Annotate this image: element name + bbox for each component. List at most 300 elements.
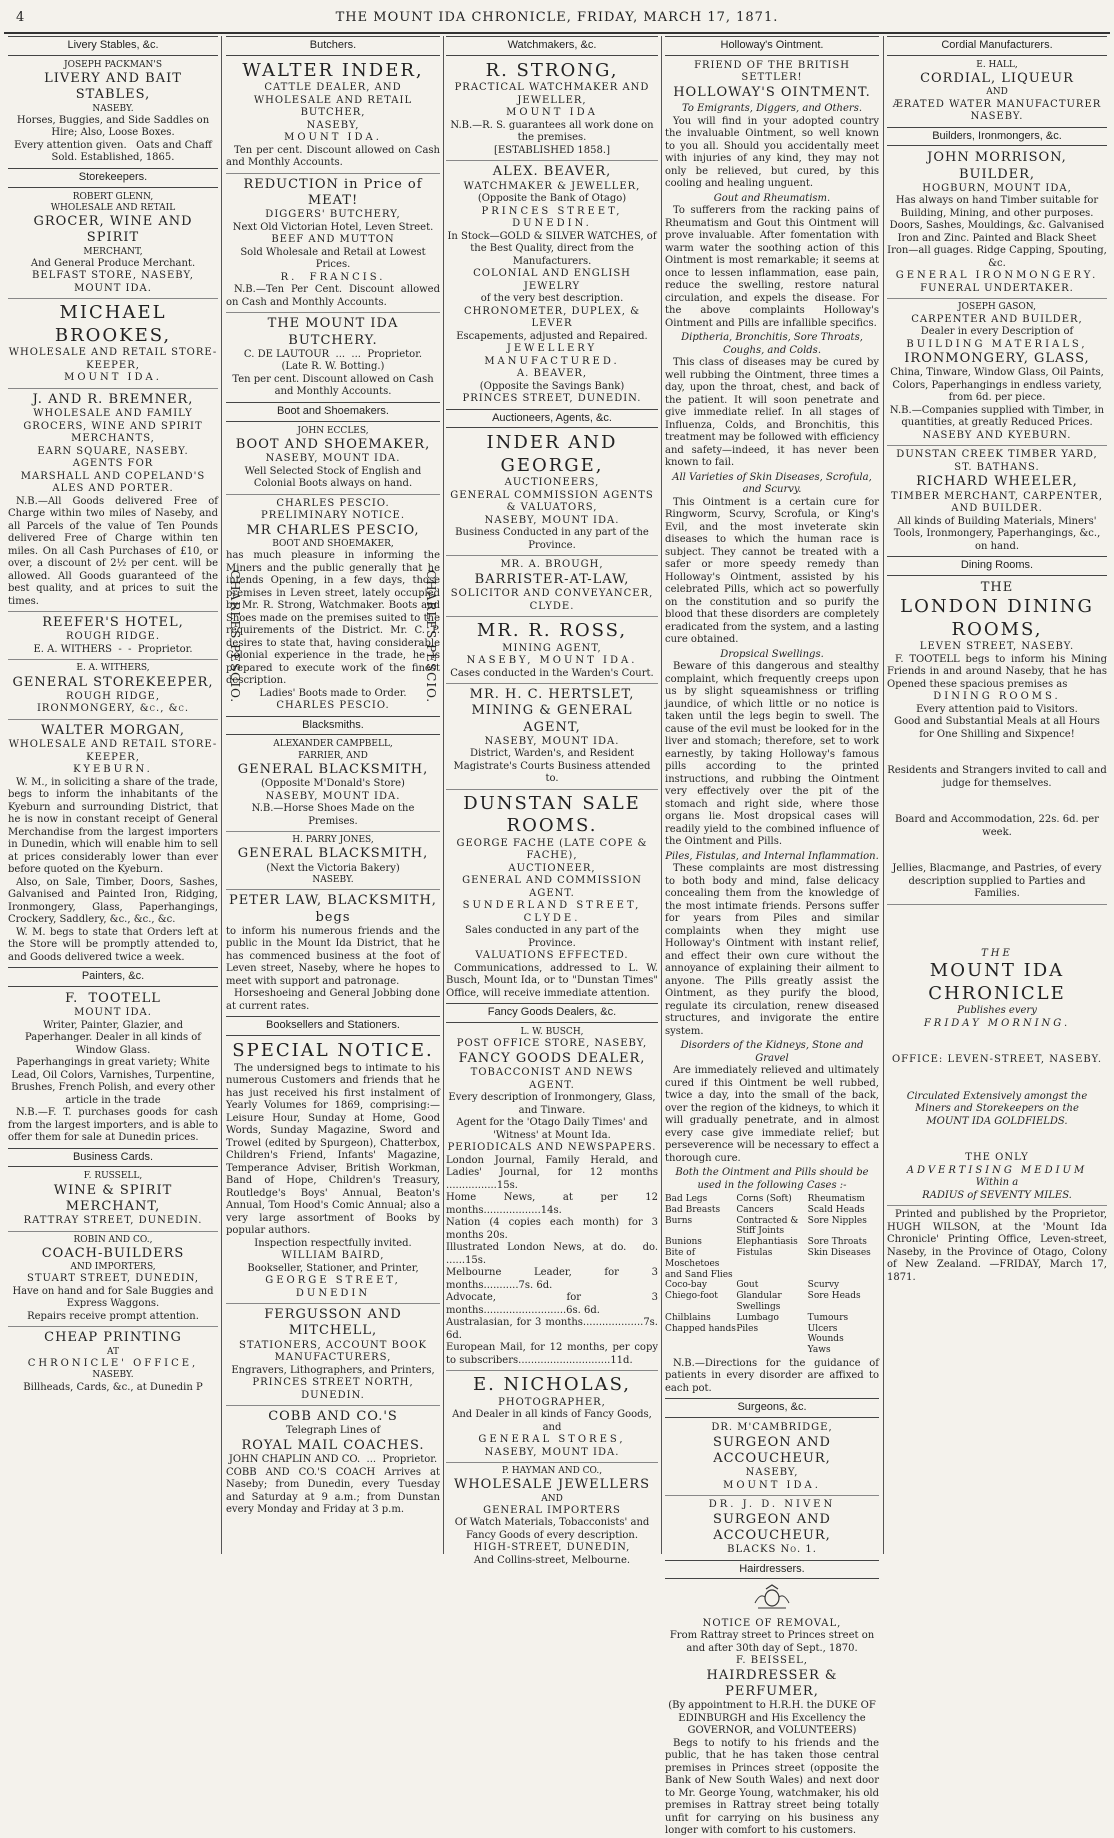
ad-line: Bookseller, Stationer, and Printer, [247, 1262, 419, 1274]
ad-line: Every description of Ironmongery, Glass, and Tinware. [448, 1092, 659, 1116]
ad-line: PERIODICALS AND NEWSPAPERS. [447, 1142, 657, 1153]
advertisement [446, 1027, 662, 1367]
ad-title: MR. R. ROSS, [476, 620, 628, 641]
ad-title: MICHAEL BROOKES, [54, 302, 175, 346]
ad-line: CHARLES PESCIO. [276, 700, 390, 711]
ad-line: In Stock—GOLD & SILVER WATCHES, of the Best Quality, direct from the Manufacturers. [447, 230, 660, 267]
spacer [887, 1067, 1107, 1091]
ad-line: L. W. BUSCH, [520, 1027, 584, 1037]
advertisement [446, 432, 658, 552]
ad-line: NASEBY AND KYEBURN. [922, 429, 1072, 441]
ad-title: HOLLOWAY'S OINTMENT. [673, 84, 871, 100]
ad-body-text: You will find in your adopted country the invaluable Ointment, so well known to you all. Should you accidentally meet with injuries of any kind, they may not only be relieved, but cured, by this cooling and healing unguent. [665, 115, 883, 189]
ad-line: Circulated Extensively amongst the [906, 1090, 1088, 1102]
ad-line: P. HAYMAN AND CO., [501, 1466, 603, 1476]
ad-line: DUNEDIN. [301, 1389, 365, 1401]
vertical-label-left: CHARLES PESCIO. [228, 570, 242, 704]
ad-line: ÆRATED WATER MANUFACTURER [892, 98, 1102, 110]
ad-line: GEORGE FACHE (LATE COPE & FACHE), [456, 837, 652, 862]
ad-line: MERCHANT, [83, 246, 143, 257]
advertisement [8, 611, 218, 656]
advertisement [226, 494, 444, 713]
cases-cell: Sore Heads [807, 1291, 861, 1302]
ad-line: OFFICE: LEVEN-STREET, NASEBY. [891, 1054, 1103, 1065]
ad-line: GENERAL COMMISSION AGENTS & VALUATORS, [450, 489, 658, 514]
ad-line: HIGH-STREET, DUNEDIN, [473, 1542, 631, 1554]
ad-body-text: These complaints are most distressing to both body and mind, false delicacy concealing them from the knowledge of the most intimate friends. Persons suffer for years from Piles and similar complaints when they might use Holloway's Ointment with instant relief, and effect their own cure without the annoyance of explaining their ailment to anyone. The Pills greatly assist the Ointment, as they purify the blood, regulate its circulation, renew diseased structures, and invigorate the entire system. [665, 863, 883, 1037]
ad-line: WHOLESALE AND RETAIL STORE-KEEPER, [8, 739, 218, 763]
cases-cell: Corns (Soft) [736, 1194, 792, 1204]
ad-line: Next Old Victorian Hotel, Leven Street. [232, 221, 434, 233]
ad-line: Sold Wholesale and Retail at Lowest Prices. [240, 246, 429, 271]
ad-line: POST OFFICE STORE, NASEBY, [456, 1038, 648, 1050]
spacer [887, 790, 1107, 814]
section-heading: Painters, &c. [8, 967, 218, 987]
section-heading: Builders, Ironmongers, &c. [887, 127, 1107, 147]
subheading: Diptheria, Bronchitis, Sore Throats, Coughs, and Colds. [681, 332, 863, 356]
cases-cell: Sore Nipples [807, 1215, 867, 1226]
ad-line: JOHN ECCLES, [297, 425, 369, 436]
ad-line: JOSEPH PACKMAN'S [63, 59, 163, 70]
ad-line: THE [981, 947, 1013, 959]
ad-line: Cases conducted in the Warden's Court. [450, 667, 654, 679]
ad-line: RADIUS of SEVENTY MILES. [922, 1189, 1072, 1201]
ad-line: PRELIMINARY NOTICE. [260, 510, 405, 521]
ad-line: AND [541, 1493, 563, 1504]
cases-cell: Chapped hands [665, 1323, 736, 1334]
ad-title: BARRISTER-AT-LAW, [474, 571, 630, 587]
ad-line: E. A. WITHERS - - Proprietor. [33, 643, 193, 655]
ad-body-text: This class of diseases may be cured by well rubbing the Ointment, three times a day, upon the throat, chest, and back of the patient. It will soon penetrate and give immediate relief. In all stages of Influenza, Colds, and Bronchitis, this treatment may be followed with efficiency and safety—indeed, it has never been known to fail. [665, 357, 883, 468]
advertisement [887, 445, 1107, 553]
ad-line: Writer, Painter, Glazier, and Paperhanger. Dealer in all kinds of Window Glass. [24, 1019, 205, 1056]
ad-line: WHOLESALE AND RETAIL STORE-KEEPER, [8, 347, 218, 371]
ad-body-text: N.B.—Ten Per Cent. Discount allowed on Cash and Monthly Accounts. [226, 284, 444, 308]
subheading: Disorders of the Kidneys, Stone and Gravel [680, 1040, 864, 1064]
spacer [887, 741, 1107, 765]
cases-cell: Gout [736, 1280, 759, 1291]
ad-line: BEEF AND MUTTON [271, 234, 395, 246]
subheading: Dropsical Swellings. [720, 648, 824, 660]
cases-cell: Contracted & Stiff Joints [736, 1215, 799, 1237]
ad-body-text: to inform his numerous friends and the public in the Mount Ida District, that he has commenced business at the foot of Leven street, Naseby, where he hopes to meet with support and patronage. [226, 925, 444, 987]
ad-line: MOUNT IDA. [723, 1479, 821, 1491]
ad-line: NASEBY. [92, 103, 134, 114]
advertisement [665, 1422, 879, 1492]
advertisement [8, 192, 218, 296]
ad-line: FRIDAY MORNING. [923, 1017, 1071, 1029]
column-4 [663, 36, 883, 1837]
cases-cell [736, 1345, 807, 1356]
ad-title: DUNSTAN SALE ROOMS. [463, 792, 649, 837]
cases-cell: Fistulas [736, 1247, 773, 1258]
ad-line: MINING AGENT, [502, 642, 602, 654]
ad-body-text: Melbourne Leader, for 3 months...........7s. 6d. [446, 1267, 662, 1291]
ad-line: PRINCES STREET, DUNEDIN. [481, 205, 629, 229]
ad-line: [ESTABLISHED 1858.] [494, 144, 610, 156]
cases-cell: Chilblains [665, 1312, 711, 1323]
ad-line: NASEBY. [970, 111, 1024, 122]
ad-line: From Rattray street to Princes street on and after 30th day of Sept., 1870. [669, 1630, 878, 1654]
advertisement [226, 59, 444, 170]
column-1 [6, 36, 220, 1554]
ad-title: HAIRDRESSER & PERFUMER, [706, 1667, 843, 1700]
ad-line: VALUATIONS EFFECTED. [475, 950, 629, 962]
ad-title: JOHN MORRISON, BUILDER, [927, 150, 1072, 182]
cases-cell: Skin Diseases [807, 1247, 871, 1258]
ad-line: Every attention paid to Visitors. [916, 703, 1078, 715]
section-heading: Holloway's Ointment. [665, 36, 879, 56]
ad-title: COACH-BUILDERS [41, 1245, 185, 1261]
cases-cell: Wounds [807, 1334, 844, 1345]
ad-line: KYEBURN. [73, 764, 153, 775]
ad-line: (Late R. W. Botting.) [281, 361, 385, 373]
spacer [887, 1030, 1107, 1054]
ad-body-text: Horseshoeing and General Jobbing done at current rates. [226, 988, 444, 1012]
ad-line: Escapements, adjusted and Repaired. [456, 330, 648, 342]
ad-line: Business Conducted in any part of the Province. [455, 527, 653, 551]
column-3 [444, 36, 662, 1566]
ad-line: AT [106, 1346, 119, 1357]
column-5 [885, 36, 1109, 1554]
ad-line: IRONMONGERY, &c., &c. [36, 703, 190, 715]
ad-line: Every attention given. Oats and Chaff Sold. Established, 1865. [14, 139, 216, 164]
ad-line: PRINCES STREET NORTH, [252, 1377, 414, 1388]
ad-line: AUCTIONEER, [508, 862, 596, 874]
cases-cell: Burns [665, 1215, 693, 1226]
ad-line: FRIEND OF THE BRITISH SETTLER! [694, 59, 855, 84]
ad-line: H. PARRY JONES, [292, 835, 374, 845]
ad-line: Ladies' Boots made to Order. [259, 687, 407, 699]
section-heading: Fancy Goods Dealers, &c. [446, 1003, 658, 1023]
subheading: Gout and Rheumatism. [713, 192, 831, 204]
advertisement [887, 60, 1107, 124]
ad-line: NASEBY. [92, 1370, 134, 1381]
ad-line: LEVEN STREET, NASEBY. [919, 641, 1075, 652]
advertisement [446, 616, 658, 680]
cases-cell: Bite of Moschetoes and Sand Flies [665, 1247, 733, 1280]
ad-title: FANCY GOODS DEALER, [458, 1050, 646, 1066]
ad-line: E. HALL, [976, 59, 1018, 70]
ad-line: Have on hand and for Sale Buggies and Express Waggons. [12, 1285, 217, 1310]
cases-cell: Elephantiasis [736, 1237, 798, 1248]
ad-line: ALEXANDER CAMPBELL, [273, 739, 393, 750]
ad-title: ROYAL MAIL COACHES. [241, 1437, 425, 1453]
ad-line: (Opposite the Savings Bank) [479, 380, 625, 392]
column-rule [883, 36, 884, 1554]
ad-line: MOUNT IDA GOLDFIELDS. [926, 1115, 1068, 1127]
ad-line: N.B.—R. S. guarantees all work done on the premises. [450, 119, 657, 144]
cases-cell: Lumbago [736, 1312, 779, 1323]
subheading: Both the Ointment and Pills should be used in the following Cases :- [675, 1167, 869, 1191]
ad-line: DUNSTAN CREEK TIMBER YARD, [896, 449, 1098, 461]
ad-line: WATCHMAKER & JEWELLER, [463, 180, 641, 192]
cases-cell [665, 1334, 736, 1345]
ad-line: CLYDE. [529, 600, 575, 612]
ad-title: LONDON DINING ROOMS, [900, 596, 1102, 640]
advertisement [226, 173, 444, 310]
ad-line: N.B.—Companies supplied with Timber, in quantities, at greatly Reduced Prices. [889, 404, 1108, 429]
section-heading: Surgeons, &c. [665, 1398, 879, 1418]
ad-title: BOOT AND SHOEMAKER, [235, 436, 431, 452]
ad-line: WHOLESALE AND FAMILY GROCERS, WINE AND SPIRIT MERCHANTS, [23, 408, 207, 444]
cases-table [665, 1194, 879, 1356]
section-heading: Blacksmiths. [226, 716, 440, 736]
ad-line: China, Tinware, Window Glass, Oil Paints, Colors, Paperhangings in endless variety, from 6d. per piece. [890, 367, 1107, 404]
ad-line: Sales conducted in any part of the Province. [465, 925, 643, 949]
ad-body-text: Australasian, for 3 months...................7s. 6d. [446, 1317, 662, 1341]
advertisement [8, 1171, 218, 1227]
ad-title: SURGEON AND ACCOUCHEUR, [713, 1434, 837, 1466]
ad-line: CHARLES PESCIO. [276, 497, 390, 509]
ad-title: IRONMONGERY, GLASS, [904, 351, 1090, 366]
ad-line: ADVERTISING MEDIUM [906, 1164, 1088, 1176]
section-heading: Business Cards. [8, 1148, 218, 1168]
ad-line: MOUNT IDA [506, 107, 598, 119]
ad-line: STUART STREET, DUNEDIN, [26, 1273, 200, 1285]
advertisement [8, 990, 222, 1145]
ad-title: J. AND R. BREMNER, [32, 391, 194, 407]
ad-title: THE [980, 579, 1014, 595]
section-heading: Auctioneers, Agents, &c. [446, 409, 658, 429]
ad-line: PRACTICAL WATCHMAKER AND JEWELLER, [454, 82, 654, 106]
ad-line: JOHN CHAPLIN AND CO. ... Proprietor. [228, 1454, 438, 1465]
ad-body-text: Printed and published by the Proprietor, HUGH WILSON, at the 'Mount Ida Chronicle' Printing Office, Leven-street, Naseby, in the Province of Otago, Colony of New Zealand. —FRIDAY, March 17, 1871. [887, 1209, 1111, 1283]
cases-cell: Sore Throats [807, 1237, 867, 1248]
ad-line: C. DE LAUTOUR ... ... Proprietor. [243, 348, 423, 360]
ad-line: BUILDING MATERIALS, [906, 338, 1088, 350]
ad-line: WHOLESALE AND RETAIL [50, 202, 176, 213]
ad-line: SOLICITOR AND CONVEYANCER, [450, 588, 654, 599]
ad-line: CHRONICLE' OFFICE, [27, 1357, 199, 1369]
ad-line: AND IMPORTERS, [70, 1262, 156, 1272]
ad-line: NASEBY. [312, 875, 354, 885]
ad-title: GROCER, WINE AND SPIRIT [33, 214, 198, 246]
ad-line: Agent for the 'Otago Daily Times' and 'Witness' at Mount Ida. [456, 1117, 651, 1141]
ad-title: COBB AND CO.'S [268, 1409, 398, 1424]
ad-title: ALEX. BEAVER, [492, 164, 612, 180]
ad-title: R. STRONG, [485, 59, 619, 81]
ad-title: INDER AND GEORGE, [486, 432, 626, 476]
advertisement [446, 1370, 658, 1459]
ad-line: JEWELLERY MANUFACTURED. [484, 343, 620, 367]
ad-title: RICHARD WHEELER, [916, 474, 1078, 490]
ad-title: MR. H. C. HERTSLET, [469, 687, 635, 702]
advertisement [226, 1303, 440, 1402]
ad-line: Paperhangings in great variety; White Lead, Oil Colors, Varnishes, Turpentine, [11, 1057, 215, 1081]
ad-line: All kinds of Building Materials, Miners' Tools, Ironmongery, Paperhangings, &c., on hand. [893, 515, 1104, 552]
ad-line: HOGBURN, MOUNT IDA, [922, 182, 1072, 194]
ad-body-text: Communications, addressed to L. W. Busch, Mount Ida, or to "Dunstan Times" Office, will receive immediate attention. [446, 962, 662, 999]
ad-line: Publishes every [957, 1005, 1037, 1016]
cases-cell: Tumours [807, 1312, 849, 1323]
ad-line: F. BEISSEL, [736, 1655, 808, 1667]
ad-line: AUCTIONEERS, [504, 477, 600, 489]
ad-line: NASEBY, MOUNT IDA. [265, 790, 401, 802]
ad-body-text: Begs to notify to his friends and the public, that he has taken those central premises in Princes street (opposite the Bank of New South Wales) and next door to Mr. George Young, watchmaker, his old premises in Rattray street being totally unfit for carrying on his business any longer with comfort to his customers. [665, 1737, 883, 1837]
cases-cell: Bad Breasts [665, 1204, 721, 1215]
cases-cell: Yaws [807, 1345, 831, 1356]
column-rule [661, 36, 662, 1554]
advertisement [8, 1231, 218, 1324]
section-heading: Dining Rooms. [887, 556, 1107, 576]
ad-title: LIVERY AND BAIT STABLES, [44, 71, 188, 103]
ad-title: CORDIAL, LIQUEUR [920, 71, 1074, 86]
cases-cell: Scurvy [807, 1280, 840, 1291]
ad-line: Doors, Sashes, Mouldings, &c. Galvanised Iron and Zinc. Painted and Black Sheet Iron—all guages. Ridge Capping, Spouting, &c. [887, 220, 1111, 269]
ad-body-text: has much pleasure in informing the Miners and the public generally that he intends Opening, in a few days, those premises in Leven street, lately occupied by Mr. R. Strong, Watchmaker. Boots and Shoes made on the premises suited to the requirements of the District. Mr. C. P. desires to state that, having considerable Colonial experience in the trade, he is prepared to execute work of the finest description. [226, 550, 444, 686]
ad-line: NASEBY, MOUNT IDA. [265, 453, 401, 464]
ad-line: District, Warden's, and Resident Magistrate's Courts Business attended to. [453, 748, 654, 785]
ad-body-text: London Journal, Family Herald, and Ladies' Journal, for 12 months ................15s. [446, 1154, 662, 1191]
ad-line: AND [986, 87, 1008, 98]
ad-line: NASEBY, MOUNT IDA. [484, 514, 620, 526]
ad-body-text: Illustrated London News, at do. do. ......15s. [446, 1242, 662, 1266]
ad-line: RATTRAY STREET, DUNEDIN. [23, 1215, 203, 1226]
ad-line: Brushes, French Polish, and every other article in the trade [11, 1082, 219, 1106]
ad-title: PETER LAW, BLACKSMITH, begs [229, 893, 443, 925]
ad-body-text: To sufferers from the racking pains of Rheumatism and Gout this Ointment will prove invaluable. After fomentation with warm water the soothing action of this Ointment is most remarkable; it seems at once to lessen inflammation, ease pain, reduce the swelling, restore natural circulation, and expels the disease. For the above complaints Holloway's Ointment and Pills are infallible specifics. [665, 205, 883, 329]
masthead-rule [4, 32, 1110, 34]
ad-title: GENERAL STOREKEEPER, [12, 674, 214, 690]
ad-line: R. FRANCIS. [280, 271, 386, 283]
ad-line: of the very best description. [480, 293, 624, 304]
ad-line: Of Watch Materials, Tobacconists' and Fancy Goods of every description. [454, 1517, 653, 1541]
advertisement [446, 160, 658, 405]
ad-line: DR. J. D. NIVEN [708, 1499, 836, 1511]
cases-cell: Cancers [736, 1204, 774, 1215]
section-heading: Butchers. [226, 36, 440, 56]
advertisement [446, 555, 658, 613]
ad-line: Miners and Storekeepers on the [915, 1103, 1079, 1114]
ad-body-text: N.B.—F. T. purchases goods for cash from the largest importers, and is able to offer them for sale at Dunedin prices. [8, 1107, 222, 1143]
ad-line: ROUGH RIDGE. [65, 631, 160, 643]
ad-line: FUNERAL UNDERTAKER. [920, 282, 1074, 294]
ad-line: ROBERT GLENN, [72, 191, 154, 202]
ad-line: GEORGE STREET, DUNEDIN [265, 1275, 407, 1299]
cases-cell: Chiego-foot [665, 1291, 718, 1302]
advertisement [446, 1462, 658, 1567]
ad-body-text: This Ointment is a certain cure for Ringworm, Scurvy, Scrofula, or King's Evil, and the most inveterate skin diseases to which the human race is subject. They cannot be treated with a safer or more speedy remedy than Holloway's Ointment, assisted by his celebrated Pills, which act so powerfully on the constitution and so purify the blood that these disorders are completely eradicated from the system, and a lasting cure obtained. [665, 496, 883, 645]
advertisement [665, 59, 883, 1396]
advertisement [446, 789, 662, 1001]
ad-line: GENERAL AND COMMISSION AGENT. [462, 875, 647, 899]
ad-line: E. A. WITHERS, [76, 663, 150, 674]
vertical-label-right: CHARLES PESCIO. [424, 570, 438, 704]
ad-line: MOUNT IDA. [74, 1007, 152, 1018]
ad-body-text: The undersigned begs to intimate to his numerous Customers and friends that he has just received his first instalment of Yearly Volumes for 1869, comprising:—Leisure Hour, Sunday at Home, Good Words, Sunday Magazine, Sword and Trowel (edited by Spurgeon), Chatterbox, Children's Friend, Infants' Magazine, Temperance Adviser, British Workman, Band of Hope, Children's Treasury, Routledge's Boys' Annual, Beaton's Annual, Tom Hood's Comic Annual; also a very large assortment of Books by popular authors. [226, 1062, 444, 1236]
ad-title: MOUNT IDA CHRONICLE [928, 960, 1072, 1004]
ad-line: (Opposite M'Donald's Store) [261, 778, 405, 789]
ad-title: MR CHARLES PESCIO, [246, 522, 420, 538]
spacer [887, 839, 1107, 863]
ad-body-text: Also, on Sale, Timber, Doors, Sashes, Galvanised and Painted Iron, Ridging, Ironmongery, Glass, Paperhangings, Crockery, Saddlery, &c., &c., &c. [8, 876, 222, 925]
spacer [887, 1128, 1107, 1152]
ad-line: Has always on hand Timber suitable for Building, Mining, and other purposes. [895, 195, 1102, 219]
ad-body-text: Nation (4 copies each month) for 3 months 20s. [446, 1217, 662, 1241]
ad-body-text: F. TOOTELL begs to inform his Mining Friends in and around Naseby, that he has Opened these spacious premises as [887, 653, 1111, 690]
ad-line: ST. BATHANS. [954, 461, 1040, 473]
ad-title: WALTER INDER, [242, 59, 424, 81]
ad-line: AGENTS FOR [72, 458, 154, 469]
advertisement [226, 889, 444, 1013]
advertisement [665, 1495, 879, 1557]
spacer [887, 908, 1107, 948]
ad-title: WALTER MORGAN, [41, 722, 185, 738]
ad-line: Good and Substantial Meals at all Hours for One Shilling and Sixpence! [894, 716, 1104, 740]
ad-title: WHOLESALE JEWELLERS [453, 1477, 651, 1493]
ad-title: F. TOOTELL [65, 990, 161, 1006]
ad-line: Jellies, Blacmange, and Pastries, of every description supplied to Parties and Families. [892, 863, 1105, 899]
newspaper-title: THE MOUNT IDA CHRONICLE, FRIDAY, MARCH 17, 1871. [335, 10, 779, 25]
ad-body-text: Are immediately relieved and ultimately cured if this Ointment be well rubbed, twice a day, into the small of the back, over the region of the kidneys, to which it will gradually penetrate, and in almost every case give immediate relief; but perseverence will be necessary to effect a thorough cure. [665, 1065, 883, 1164]
ad-line: Horses, Buggies, and Side Saddles on Hire; Also, Loose Boxes. [16, 114, 213, 139]
advertisement [887, 1205, 1111, 1284]
cases-cell: Piles [736, 1323, 759, 1334]
ad-line: CLYDE. [523, 912, 581, 924]
advertisement [887, 579, 1111, 901]
section-heading: Storekeepers. [8, 168, 218, 188]
ad-line: NASEBY, MOUNT IDA. [466, 655, 638, 666]
ad-line: NASEBY, [306, 119, 360, 131]
ad-line: A. BEAVER, [516, 368, 588, 379]
advertisement [446, 60, 658, 158]
cases-cell: Rheumatism [807, 1194, 865, 1204]
advertisement [8, 719, 222, 964]
ad-line: PRINCES STREET, DUNEDIN. [462, 393, 642, 404]
ad-line: N.B.—Horse Shoes Made on the Premises. [251, 803, 418, 827]
ad-line: Telegraph Lines of [285, 1425, 381, 1437]
advertisement [226, 831, 440, 886]
ad-line: MOUNT IDA. [64, 372, 162, 384]
ad-line: CATTLE DEALER, AND WHOLESALE AND RETAIL BUTCHER, [253, 82, 417, 119]
ad-title: THE MOUNT IDA BUTCHERY. [267, 316, 404, 348]
ad-line: And Dealer in all kinds of Fancy Goods, and [452, 1409, 656, 1433]
ad-title: GENERAL BLACKSMITH, [237, 846, 429, 862]
ad-line: JOSEPH GASON, [958, 302, 1036, 313]
ad-title: E. NICHOLAS, [472, 1374, 632, 1395]
section-heading: Watchmakers, &c. [446, 36, 658, 56]
ad-line: NASEBY, MOUNT IDA. [484, 735, 620, 747]
subheading: All Varieties of Skin Diseases, Scrofula, and Scurvy. [672, 471, 872, 495]
cases-cell: Scald Heads [807, 1204, 865, 1215]
ad-line: NASEBY, MOUNT IDA. [484, 1446, 620, 1458]
masthead [0, 6, 1114, 32]
section-heading: Boot and Shoemakers. [226, 402, 440, 422]
ad-line: And General Produce Merchant. [30, 257, 196, 269]
ad-title: REEFER'S HOTEL, [42, 615, 184, 630]
ad-line: COLONIAL AND ENGLISH JEWELRY [473, 268, 636, 292]
ad-line: GENERAL IRONMONGERY. [895, 270, 1099, 282]
ad-line: BOOT AND SHOEMAKER, [272, 538, 394, 549]
royal-crest-icon [665, 1583, 879, 1616]
ad-line: WILLIAM BAIRD, [281, 1250, 385, 1261]
subheading: To Emigrants, Diggers, and Others. [681, 103, 863, 114]
ad-line: STATIONERS, ACCOUNT BOOK MANUFACTURERS, [238, 1339, 432, 1363]
ad-body-text: Advocate, for 3 months..........................6s. 6d. [446, 1292, 662, 1316]
column-rule [221, 36, 222, 1554]
ad-line: Within a [975, 1177, 1019, 1188]
ad-line: Billheads, Cards, &c., at Dunedin P [23, 1381, 203, 1393]
ad-line: PHOTOGRAPHER, [498, 1396, 606, 1408]
ad-line: FARRIER, AND [298, 750, 368, 761]
advertisement [8, 388, 222, 608]
ad-line: DINING ROOMS. [933, 691, 1061, 702]
ad-line: GENERAL IMPORTERS [483, 1504, 621, 1516]
ad-title: REDUCTION in Price of MEAT! [243, 176, 428, 208]
ad-line: TIMBER MERCHANT, CARPENTER, AND BUILDER. [890, 490, 1108, 514]
cases-cell: Bunions [665, 1237, 702, 1248]
